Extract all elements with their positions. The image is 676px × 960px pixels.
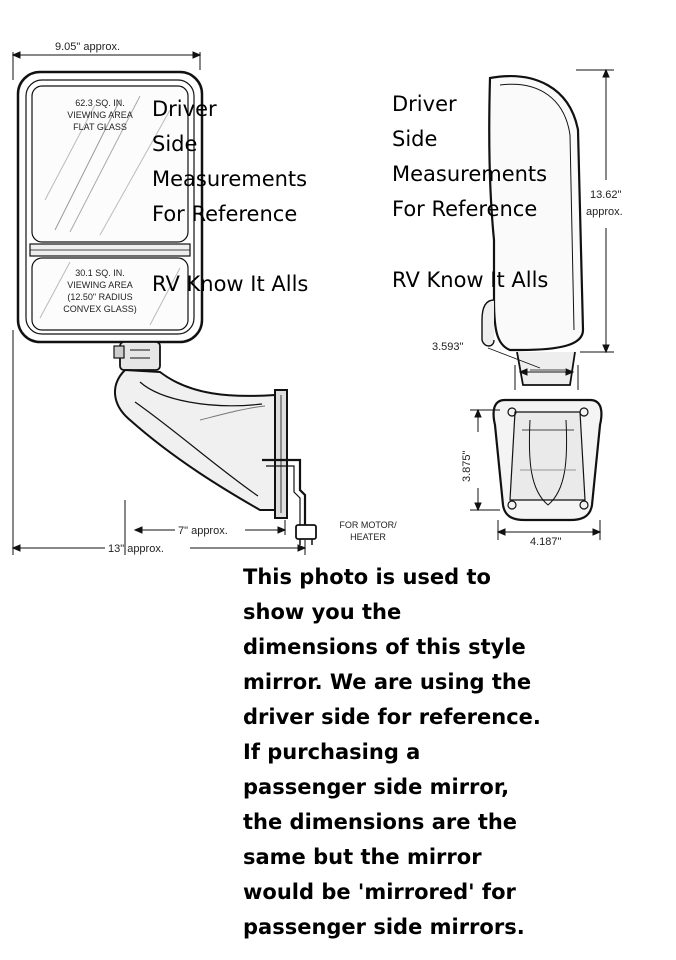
total-width-label: 13" approx. bbox=[108, 543, 164, 555]
base-height-label: 3.875" bbox=[461, 450, 473, 482]
lower-glass-line-4: CONVEX GLASS) bbox=[63, 304, 137, 314]
note-line: the dimensions are the bbox=[243, 810, 518, 834]
arm-length-label: 7" approx. bbox=[178, 525, 228, 537]
note-line: mirror. We are using the bbox=[243, 670, 532, 694]
purchase-note bbox=[243, 560, 663, 945]
neck-width-label: 3.593" bbox=[432, 341, 464, 353]
upper-glass-line-1: 62.3 SQ. IN. bbox=[75, 98, 125, 108]
overlay-left-line-2: Side bbox=[152, 132, 198, 156]
note-line: passenger side mirror, bbox=[243, 775, 510, 799]
overlay-right-line-2: Side bbox=[392, 127, 438, 151]
note-line: dimensions of this style bbox=[243, 635, 526, 659]
lower-glass-line-2: VIEWING AREA bbox=[67, 280, 133, 290]
overlay-right-credit: RV Know It Alls bbox=[392, 268, 549, 292]
note-line: This photo is used to bbox=[243, 565, 491, 589]
height-label-approx: approx. bbox=[586, 206, 623, 218]
overlay-left-line-1: Driver bbox=[152, 97, 217, 121]
connector-label-2: HEATER bbox=[350, 532, 386, 542]
lower-glass-line-3: (12.50" RADIUS bbox=[67, 292, 133, 302]
note-line: show you the bbox=[243, 600, 402, 624]
base-width-label: 4.187" bbox=[530, 536, 562, 548]
overlay-left bbox=[152, 92, 307, 232]
note-line: same but the mirror bbox=[243, 845, 482, 869]
overlay-left-line-3: Measurements bbox=[152, 167, 308, 191]
overlay-left-credit: RV Know It Alls bbox=[152, 272, 309, 296]
overlay-right-line-4: For Reference bbox=[392, 197, 538, 221]
note-line: would be 'mirrored' for bbox=[243, 880, 516, 904]
overlay-right-line-3: Measurements bbox=[392, 162, 548, 186]
note-line: If purchasing a bbox=[243, 740, 421, 764]
height-label-value: 13.62" bbox=[590, 189, 622, 201]
overlay-right bbox=[392, 87, 547, 227]
upper-glass-line-3: FLAT GLASS bbox=[73, 122, 127, 132]
overlay-right-line-1: Driver bbox=[392, 92, 457, 116]
connector-label-1: FOR MOTOR/ bbox=[339, 520, 397, 530]
overlay-left-line-4: For Reference bbox=[152, 202, 298, 226]
note-line: passenger side mirrors. bbox=[243, 915, 525, 939]
upper-glass-line-2: VIEWING AREA bbox=[67, 110, 133, 120]
width-label: 9.05" approx. bbox=[55, 41, 121, 53]
note-line: driver side for reference. bbox=[243, 705, 541, 729]
lower-glass-line-1: 30.1 SQ. IN. bbox=[75, 268, 125, 278]
